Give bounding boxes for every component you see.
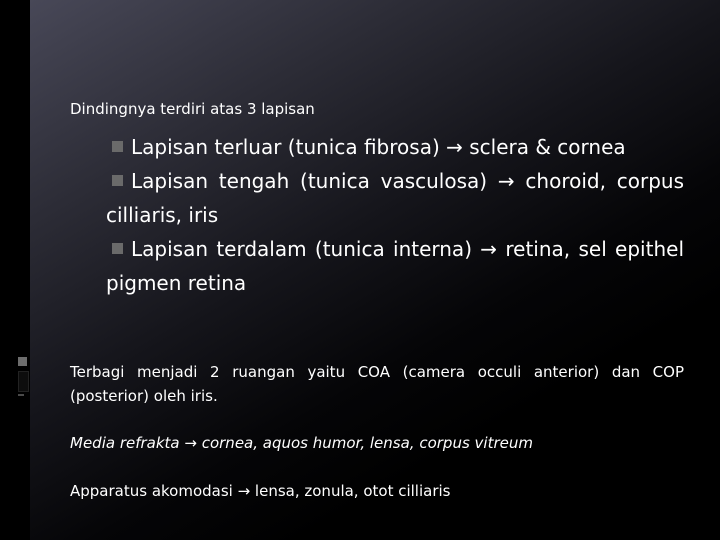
slide-decoration-block	[18, 371, 29, 392]
square-bullet-icon	[112, 141, 123, 152]
layers-list	[106, 130, 684, 300]
list-item	[106, 130, 684, 164]
layer-outer: Lapisan terluar (tunica fibrosa) → sclera & cornea	[131, 135, 626, 159]
square-bullet-icon	[112, 175, 123, 186]
chambers-text: Terbagi menjadi 2 ruangan yaitu COA (camera occuli anterior) dan COP (posterior) oleh iris.	[70, 363, 684, 405]
slide-decoration-square	[18, 357, 27, 366]
square-bullet-icon	[112, 243, 123, 254]
intro-text: Dindingnya terdiri atas 3 lapisan	[70, 100, 315, 118]
layer-inner: Lapisan terdalam (tunica interna) → retina, sel epithel pigmen retina	[106, 237, 684, 295]
layer-middle: Lapisan tengah (tunica vasculosa) → choroid, corpus cilliaris, iris	[106, 169, 684, 227]
list-item	[106, 232, 684, 300]
apparatus-text: Apparatus akomodasi → lensa, zonula, otot cilliaris	[70, 482, 451, 500]
slide-decoration-line	[18, 394, 24, 396]
slide-decoration-top	[18, 52, 30, 84]
list-item	[106, 164, 684, 232]
media-refrakta-text: Media refrakta → cornea, aquos humor, lensa, corpus vitreum	[70, 434, 533, 452]
